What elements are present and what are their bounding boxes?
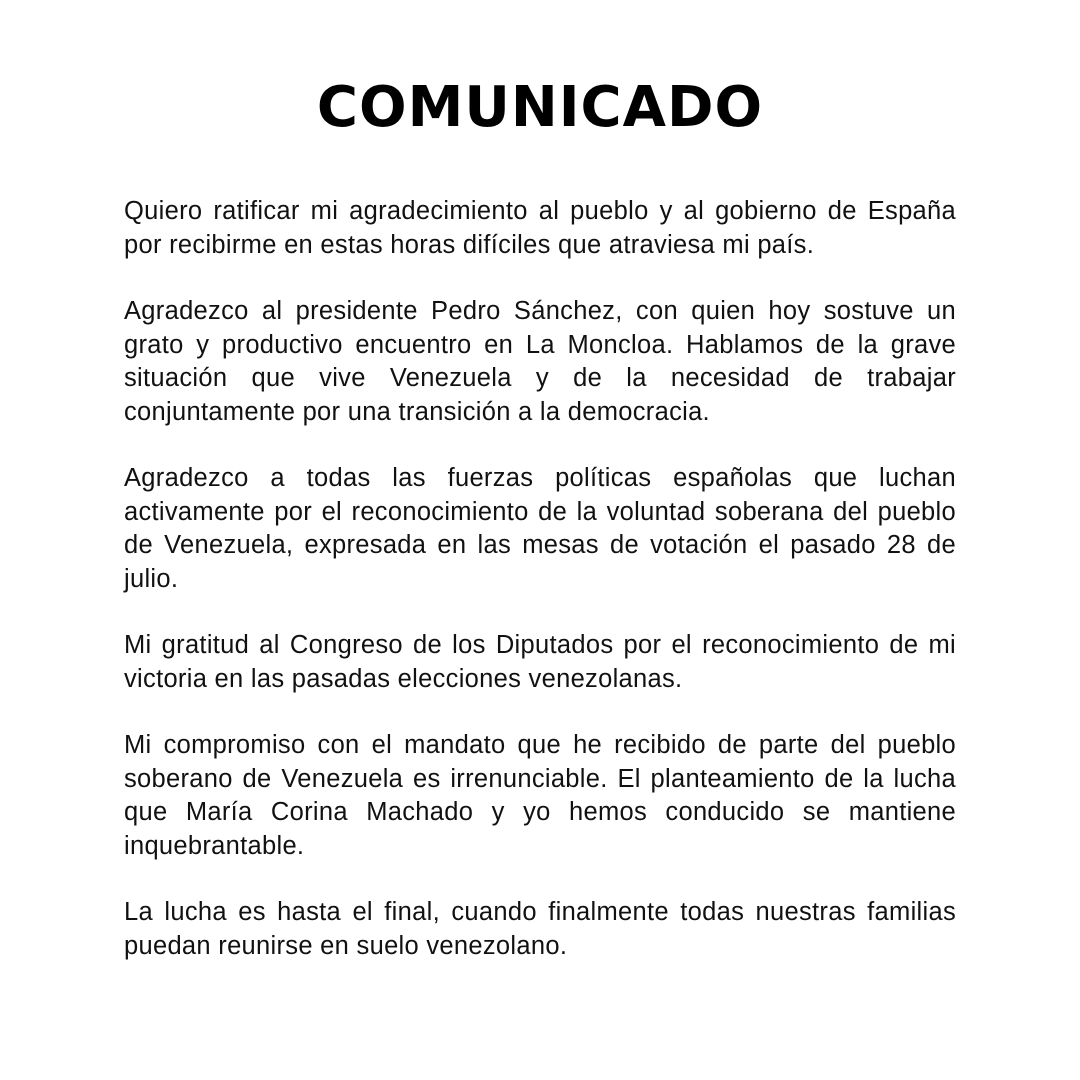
paragraph-commitment: Mi compromiso con el mandato que he recibido de parte del pueblo soberano de Venezuela es irrenunciable. El planteamiento de la lucha que María Corina Machado y yo hemos conducido se mantiene inquebrantable. <box>124 731 956 860</box>
paragraph-congress: Mi gratitud al Congreso de los Diputados por el reconocimiento de mi victoria en las pasadas elecciones venezolanas. <box>124 631 956 693</box>
paragraph-closing: La lucha es hasta el final, cuando finalmente todas nuestras familias puedan reunirse en suelo venezolano. <box>124 898 956 960</box>
statement-body <box>124 195 956 963</box>
paragraph-political-forces: Agradezco a todas las fuerzas políticas españolas que luchan activamente por el reconocimiento de la voluntad soberana del pueblo de Venezuela, expresada en las mesas de votación el pasado 28 de julio. <box>124 464 956 593</box>
statement-title: COMUNICADO <box>316 75 764 140</box>
paragraph-president-meeting: Agradezco al presidente Pedro Sánchez, con quien hoy sostuve un grato y productivo encuentro en La Moncloa. Hablamos de la grave situación que vive Venezuela y de la necesidad de trabajar conjuntamente por una transición a la democracia. <box>124 297 956 426</box>
paragraph-gratitude-spain: Quiero ratificar mi agradecimiento al pueblo y al gobierno de España por recibirme en estas horas difíciles que atraviesa mi país. <box>124 197 956 259</box>
